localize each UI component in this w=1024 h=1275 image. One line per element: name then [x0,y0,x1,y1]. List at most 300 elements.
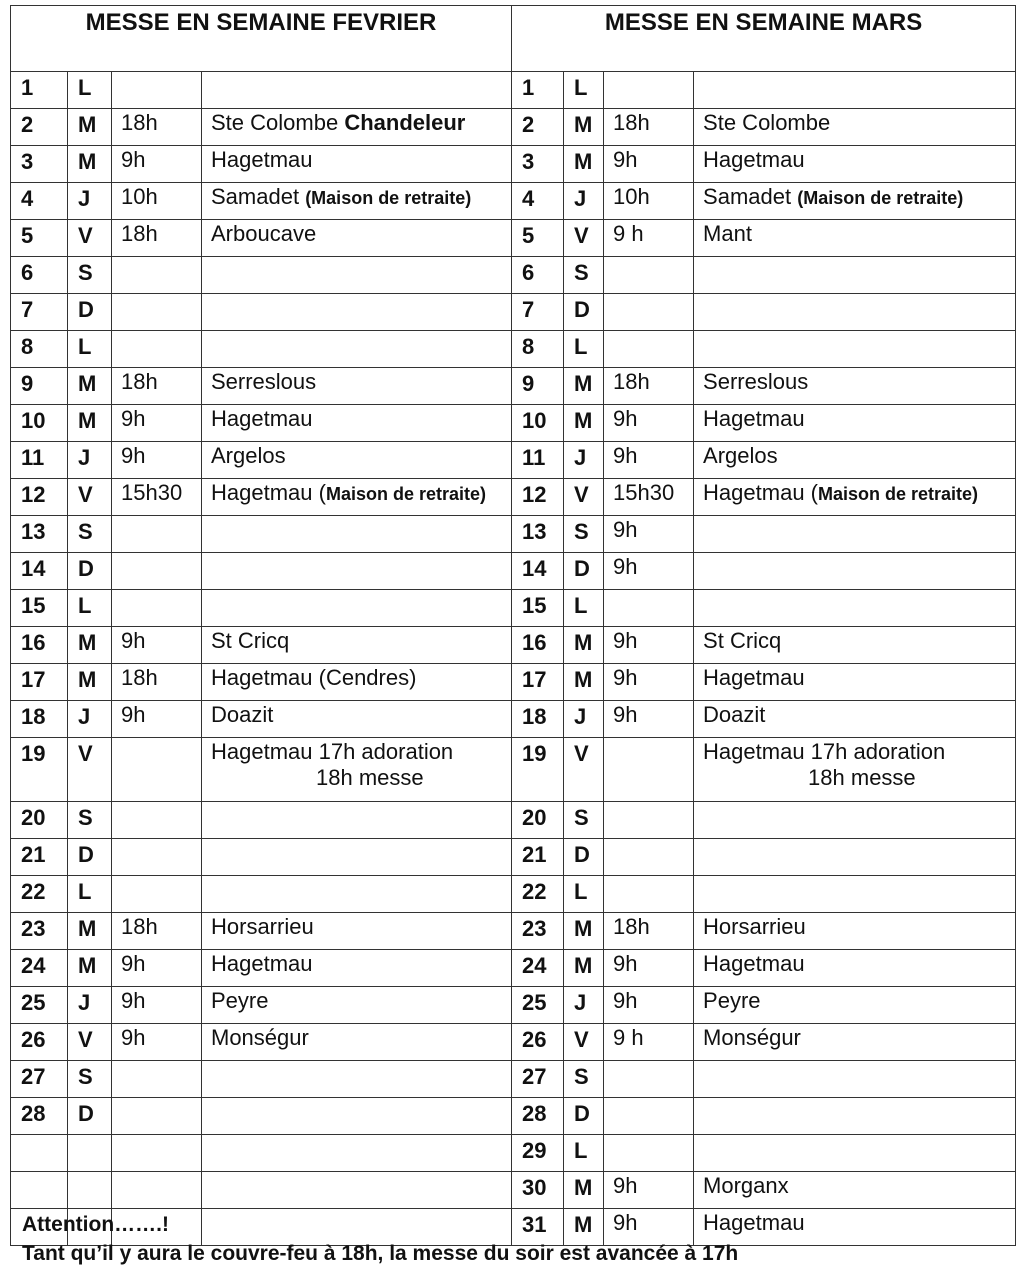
footer-notice [22,1210,738,1268]
location-note: Maison de retraite) [325,484,486,504]
february-mass-location [202,987,512,1024]
february-day-number: 18 [11,701,68,738]
march-day-number: 22 [512,876,564,913]
february-mass-location [202,664,512,701]
location-name: Serreslous [211,369,317,394]
march-weekday-letter: M [564,146,604,183]
february-weekday-letter: M [68,146,112,183]
march-weekday-letter: M [564,664,604,701]
march-day-number: 9 [512,368,564,405]
march-day-number: 21 [512,839,564,876]
march-mass-location [694,146,1016,183]
february-mass-location [202,553,512,590]
march-weekday-letter: V [564,220,604,257]
february-day-number: 20 [11,802,68,839]
location-name: Hagetmau ( [211,480,326,505]
march-day-number: 13 [512,516,564,553]
location-note: Maison de retraite) [818,484,979,504]
february-day-number: 8 [11,331,68,368]
march-weekday-letter: L [564,72,604,109]
february-day-number: 11 [11,442,68,479]
march-day-number: 30 [512,1172,564,1209]
march-day-number: 12 [512,479,564,516]
location-name: Monségur [703,1025,801,1050]
february-mass-time: 9h [112,1024,202,1061]
table-row [11,368,1016,405]
february-mass-location [202,294,512,331]
location-name: St Cricq [211,628,290,653]
march-mass-location [694,183,1016,220]
march-mass-time [604,1098,694,1135]
march-day-number: 14 [512,553,564,590]
march-day-number: 4 [512,183,564,220]
march-weekday-letter: V [564,1024,604,1061]
march-weekday-letter: D [564,553,604,590]
march-mass-location [694,802,1016,839]
location-name: Hagetmau [211,951,313,976]
march-mass-time [604,294,694,331]
march-mass-time: 9h [604,627,694,664]
march-day-number: 5 [512,220,564,257]
february-mass-time [112,1061,202,1098]
february-weekday-letter: L [68,876,112,913]
february-day-number: 26 [11,1024,68,1061]
february-mass-location [202,257,512,294]
february-mass-time [112,294,202,331]
march-weekday-letter: J [564,701,604,738]
february-day-number: 7 [11,294,68,331]
location-name: Hagetmau [211,147,313,172]
march-mass-time: 9h [604,664,694,701]
february-day-number: 6 [11,257,68,294]
march-mass-location [694,257,1016,294]
february-day-number: 13 [11,516,68,553]
march-mass-location [694,627,1016,664]
february-day-number: 16 [11,627,68,664]
march-mass-location [694,368,1016,405]
march-mass-location [694,590,1016,627]
table-row [11,627,1016,664]
location-name: Doazit [211,702,274,727]
february-mass-location [202,479,512,516]
march-mass-location [694,72,1016,109]
march-mass-time: 9h [604,405,694,442]
february-day-number: 25 [11,987,68,1024]
march-mass-time [604,257,694,294]
february-weekday-letter: L [68,331,112,368]
february-mass-time [112,257,202,294]
february-day-number: 5 [11,220,68,257]
march-day-number: 26 [512,1024,564,1061]
february-mass-location [202,516,512,553]
march-day-number: 25 [512,987,564,1024]
february-mass-location [202,876,512,913]
february-mass-location [202,368,512,405]
march-mass-time: 9h [604,1172,694,1209]
march-mass-location [694,405,1016,442]
march-mass-time: 18h [604,109,694,146]
february-mass-location [202,331,512,368]
february-weekday-letter: D [68,839,112,876]
february-mass-location [202,1098,512,1135]
march-mass-location [694,1135,1016,1172]
february-mass-time: 9h [112,950,202,987]
table-row [11,405,1016,442]
february-weekday-letter: S [68,802,112,839]
march-mass-location [694,987,1016,1024]
location-name: Samadet [703,184,792,209]
march-mass-time: 9h [604,950,694,987]
february-mass-time: 18h [112,368,202,405]
location-name: Hagetmau [211,406,313,431]
table-row [11,146,1016,183]
february-mass-time [112,738,202,802]
march-mass-location [694,1061,1016,1098]
table-row [11,1024,1016,1061]
february-weekday-letter: M [68,405,112,442]
february-mass-time [112,802,202,839]
february-mass-time [112,876,202,913]
table-row [11,331,1016,368]
march-weekday-letter: D [564,839,604,876]
february-weekday-letter: M [68,109,112,146]
march-mass-time: 15h30 [604,479,694,516]
location-note: (Maison de retraite) [797,188,964,208]
march-mass-time: 9h [604,1209,694,1246]
march-mass-location [694,553,1016,590]
march-mass-location [694,839,1016,876]
february-weekday-letter: D [68,1098,112,1135]
table-row [11,1135,1016,1172]
march-weekday-letter: L [564,590,604,627]
march-weekday-letter: S [564,257,604,294]
march-weekday-letter: S [564,802,604,839]
february-weekday-letter: D [68,294,112,331]
february-mass-time: 9h [112,442,202,479]
march-day-number: 19 [512,738,564,802]
location-name: St Cricq [703,628,782,653]
february-weekday-letter: M [68,368,112,405]
february-weekday-letter: V [68,1024,112,1061]
march-day-number: 2 [512,109,564,146]
location-name: Peyre [211,988,269,1013]
mass-schedule-table [10,5,1016,1246]
february-day-number: 14 [11,553,68,590]
february-day-number: 10 [11,405,68,442]
february-mass-location [202,1172,512,1209]
location-name: Hagetmau [703,147,805,172]
february-day-number: 1 [11,72,68,109]
february-weekday-letter: L [68,590,112,627]
march-mass-time: 9h [604,146,694,183]
february-mass-time: 9h [112,701,202,738]
february-mass-location [202,590,512,627]
table-row [11,257,1016,294]
february-day-number: 19 [11,738,68,802]
february-mass-time [112,839,202,876]
table-row [11,590,1016,627]
march-mass-time: 9 h [604,1024,694,1061]
march-weekday-letter: S [564,1061,604,1098]
february-weekday-letter [68,1172,112,1209]
february-weekday-letter: S [68,257,112,294]
february-mass-time [112,1098,202,1135]
february-mass-location [202,627,512,664]
february-weekday-letter: S [68,1061,112,1098]
march-day-number: 29 [512,1135,564,1172]
march-day-number: 17 [512,664,564,701]
march-weekday-letter: V [564,479,604,516]
feast-label: Chandeleur [344,110,466,135]
february-mass-time: 15h30 [112,479,202,516]
february-mass-location [202,72,512,109]
march-mass-time [604,590,694,627]
march-mass-time [604,876,694,913]
location-name: Ste Colombe [703,110,831,135]
march-weekday-letter: D [564,1098,604,1135]
notice-text: Tant qu’il y aura le couvre-feu à 18h, la messe du soir est avancée à 17h [22,1242,739,1265]
march-mass-location [694,109,1016,146]
march-day-number: 10 [512,405,564,442]
february-day-number: 17 [11,664,68,701]
location-second-line: 18h messe [808,765,916,790]
location-second-line: 18h messe [316,765,424,790]
march-day-number: 27 [512,1061,564,1098]
march-day-number: 18 [512,701,564,738]
february-mass-time [112,1135,202,1172]
march-mass-time: 9h [604,701,694,738]
february-day-number: 28 [11,1098,68,1135]
location-name: Hagetmau 17h adoration [703,739,946,764]
february-mass-location [202,839,512,876]
march-mass-location [694,220,1016,257]
march-day-number: 23 [512,913,564,950]
february-mass-time [112,1172,202,1209]
february-day-number: 23 [11,913,68,950]
march-day-number: 1 [512,72,564,109]
march-mass-location [694,876,1016,913]
march-weekday-letter: J [564,987,604,1024]
table-row [11,738,1016,802]
march-day-number: 20 [512,802,564,839]
location-name: Samadet [211,184,300,209]
february-mass-time [112,590,202,627]
table-row [11,802,1016,839]
march-weekday-letter: M [564,405,604,442]
location-name: Arboucave [211,221,317,246]
february-day-number: 2 [11,109,68,146]
february-day-number: 27 [11,1061,68,1098]
february-weekday-letter: D [68,553,112,590]
february-weekday-letter: V [68,738,112,802]
february-mass-location [202,183,512,220]
february-day-number: 24 [11,950,68,987]
table-row [11,1098,1016,1135]
location-name: Hagetmau [703,406,805,431]
location-name: Hagetmau (Cendres) [211,665,417,690]
march-day-number: 15 [512,590,564,627]
table-row [11,701,1016,738]
february-mass-time: 9h [112,146,202,183]
march-mass-location [694,913,1016,950]
march-weekday-letter: D [564,294,604,331]
location-name: Hagetmau ( [703,480,818,505]
march-weekday-letter: M [564,950,604,987]
march-weekday-letter: M [564,1172,604,1209]
march-weekday-letter: M [564,627,604,664]
february-mass-location [202,146,512,183]
location-name: Mant [703,221,752,246]
march-mass-location [694,442,1016,479]
march-mass-time: 9 h [604,220,694,257]
february-mass-location [202,109,512,146]
february-mass-time [112,331,202,368]
table-row [11,516,1016,553]
march-weekday-letter: M [564,913,604,950]
february-day-number: 21 [11,839,68,876]
march-mass-time [604,839,694,876]
location-name: Hagetmau [703,951,805,976]
march-title: MESSE EN SEMAINE MARS [512,6,1016,72]
march-day-number: 16 [512,627,564,664]
march-mass-location [694,664,1016,701]
march-weekday-letter: M [564,109,604,146]
table-header-row [11,6,1016,72]
table-row [11,1172,1016,1209]
february-mass-location [202,1024,512,1061]
february-mass-location [202,442,512,479]
march-mass-time: 18h [604,913,694,950]
march-mass-location [694,1098,1016,1135]
march-mass-location [694,479,1016,516]
table-row [11,294,1016,331]
location-name: Argelos [211,443,286,468]
march-day-number: 7 [512,294,564,331]
february-mass-location [202,1135,512,1172]
february-mass-time [112,72,202,109]
march-day-number: 28 [512,1098,564,1135]
table-row [11,664,1016,701]
february-mass-time: 18h [112,913,202,950]
february-mass-time: 9h [112,627,202,664]
table-row [11,72,1016,109]
march-mass-time: 9h [604,987,694,1024]
march-mass-location [694,738,1016,802]
location-name: Horsarrieu [703,914,806,939]
february-mass-time: 9h [112,987,202,1024]
march-mass-time: 9h [604,516,694,553]
february-day-number: 9 [11,368,68,405]
march-mass-time: 10h [604,183,694,220]
location-name: Argelos [703,443,778,468]
february-weekday-letter: J [68,442,112,479]
march-weekday-letter: S [564,516,604,553]
location-name: Hagetmau [703,1210,805,1235]
february-mass-time: 10h [112,183,202,220]
location-name: Hagetmau 17h adoration [211,739,454,764]
march-day-number: 3 [512,146,564,183]
table-row [11,109,1016,146]
march-weekday-letter: L [564,331,604,368]
february-weekday-letter: S [68,516,112,553]
february-day-number: 3 [11,146,68,183]
february-mass-time: 18h [112,220,202,257]
february-weekday-letter: J [68,701,112,738]
march-day-number: 6 [512,257,564,294]
march-mass-location [694,1209,1016,1246]
march-mass-location [694,950,1016,987]
february-mass-time: 9h [112,405,202,442]
table-row [11,876,1016,913]
february-day-number [11,1172,68,1209]
march-mass-location [694,331,1016,368]
february-mass-time [112,516,202,553]
table-row [11,220,1016,257]
february-day-number [11,1135,68,1172]
table-row [11,183,1016,220]
march-mass-location [694,1172,1016,1209]
february-mass-time [112,553,202,590]
march-mass-location [694,294,1016,331]
table-row [11,479,1016,516]
march-mass-time [604,72,694,109]
february-mass-time: 18h [112,109,202,146]
table-row [11,553,1016,590]
february-mass-location [202,405,512,442]
february-title: MESSE EN SEMAINE FEVRIER [11,6,512,72]
location-name: Monségur [211,1025,309,1050]
february-day-number: 4 [11,183,68,220]
notice-heading: Attention…….! [22,1213,169,1236]
march-mass-location [694,1024,1016,1061]
table-row [11,839,1016,876]
location-name: Ste Colombe [211,110,339,135]
february-day-number: 22 [11,876,68,913]
february-weekday-letter: V [68,479,112,516]
february-mass-location [202,802,512,839]
march-mass-time: 9h [604,553,694,590]
february-mass-location [202,738,512,802]
location-name: Serreslous [703,369,809,394]
february-day-number: 15 [11,590,68,627]
location-name: Morganx [703,1173,789,1198]
march-weekday-letter: M [564,368,604,405]
february-mass-time: 18h [112,664,202,701]
february-weekday-letter: J [68,183,112,220]
march-weekday-letter: L [564,876,604,913]
march-weekday-letter: J [564,183,604,220]
february-weekday-letter [68,1135,112,1172]
march-weekday-letter: V [564,738,604,802]
march-day-number: 24 [512,950,564,987]
march-mass-time [604,1061,694,1098]
february-weekday-letter: L [68,72,112,109]
march-mass-time [604,1135,694,1172]
march-mass-location [694,516,1016,553]
march-day-number: 31 [512,1209,564,1246]
march-mass-time: 18h [604,368,694,405]
february-weekday-letter: M [68,950,112,987]
march-day-number: 8 [512,331,564,368]
location-name: Horsarrieu [211,914,314,939]
february-mass-location [202,220,512,257]
table-row [11,1061,1016,1098]
february-mass-location [202,950,512,987]
location-note: (Maison de retraite) [305,188,472,208]
table-row [11,950,1016,987]
table-row [11,987,1016,1024]
february-mass-location [202,1061,512,1098]
